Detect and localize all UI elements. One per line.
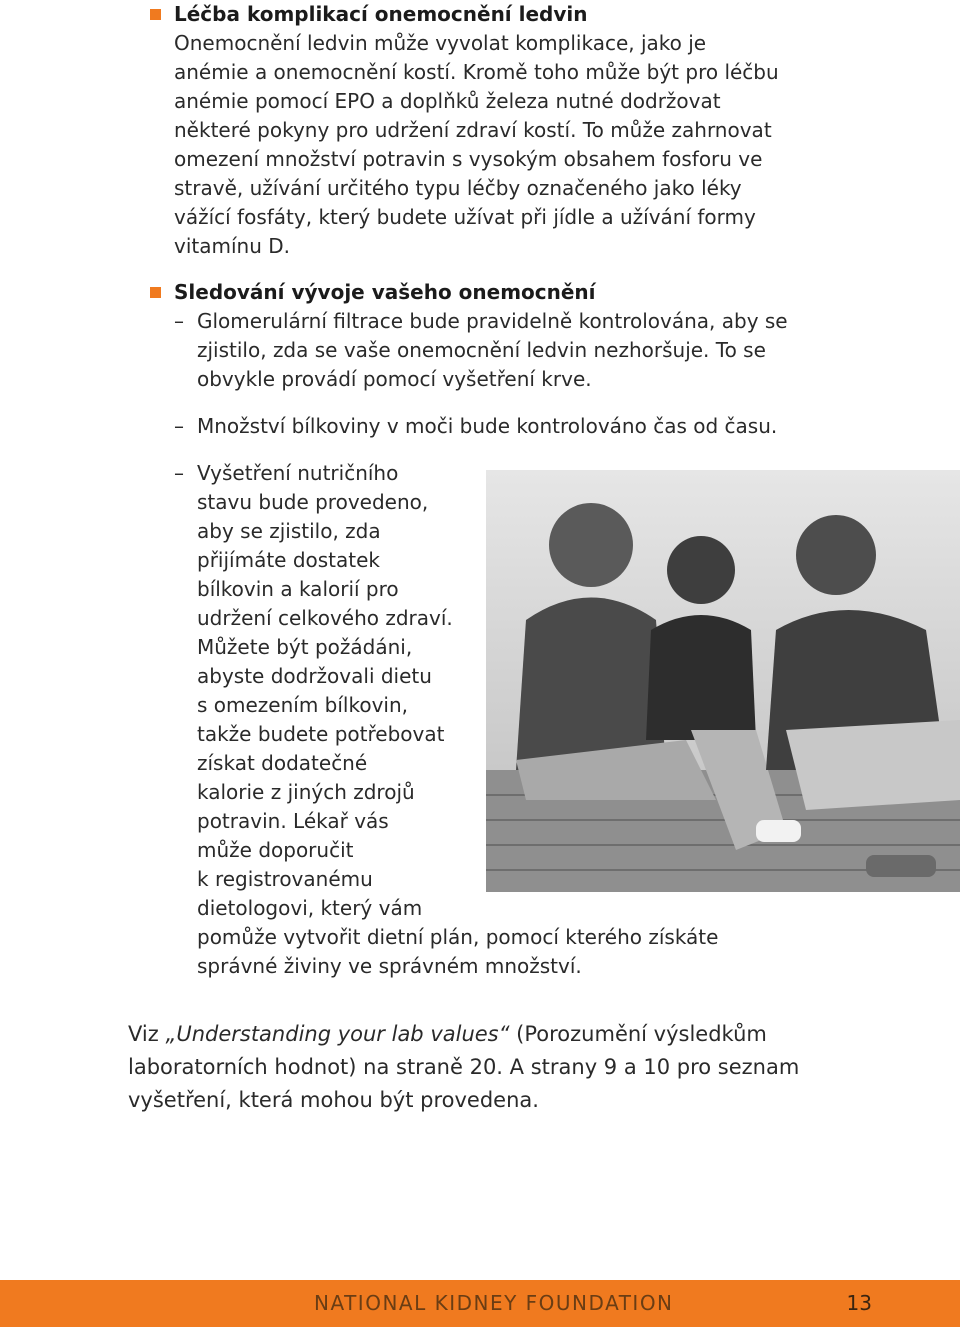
text-line: stavu bude provedeno, xyxy=(197,490,429,514)
text-line: přijímáte dostatek xyxy=(197,548,381,572)
dash-marker: – xyxy=(174,309,184,333)
dash-marker: – xyxy=(174,461,184,485)
square-bullet-icon xyxy=(150,9,161,20)
heading-text: Sledování vývoje vašeho onemocnění xyxy=(174,280,596,304)
list-item xyxy=(150,412,840,441)
text-line: aby se zjistilo, zda xyxy=(197,519,381,543)
section-body xyxy=(174,29,840,261)
photo-family-seated xyxy=(486,470,960,892)
text-line: stravě, užívání určitého typu léčby označeného jako léky xyxy=(174,176,742,200)
text-line: anémie pomocí EPO a doplňků železa nutné dodržovat xyxy=(174,89,721,113)
note-book-title: „Understanding your lab values“ xyxy=(165,1022,510,1046)
text-line: bílkovin a kalorií pro xyxy=(197,577,399,601)
section-heading xyxy=(150,0,840,29)
text-line: dietologovi, který vám xyxy=(197,896,423,920)
text-line: udržení celkového zdraví. xyxy=(197,606,453,630)
text-line: Můžete být požádáni, xyxy=(197,635,413,659)
list-item xyxy=(150,307,840,394)
text-line: některé pokyny pro udržení zdraví kostí. To může zahrnovat xyxy=(174,118,772,142)
text-line: může doporučit xyxy=(197,838,354,862)
text-line: Vyšetření nutričního xyxy=(197,461,399,485)
footer-bar xyxy=(0,1280,960,1327)
text-line: získat dodatečné xyxy=(197,751,368,775)
text-line: vyšetření, která mohou být provedena. xyxy=(128,1088,539,1112)
text-line: abyste dodržovali dietu xyxy=(197,664,432,688)
text-line: Množství bílkoviny v moči bude kontrolováno čas od času. xyxy=(197,414,778,438)
text-line: Glomerulární filtrace bude pravidelně kontrolována, aby se xyxy=(197,309,788,333)
text-line: Onemocnění ledvin může vyvolat komplikace, jako je xyxy=(174,31,707,55)
text-line: obvykle provádí pomocí vyšetření krve. xyxy=(197,367,592,391)
text-line: zjistilo, zda se vaše onemocnění ledvin nezhoršuje. To se xyxy=(197,338,766,362)
text-line: omezení množství potravin s vysokým obsahem fosforu ve xyxy=(174,147,763,171)
text-line: k registrovanému xyxy=(197,867,373,891)
square-bullet-icon xyxy=(150,287,161,298)
text-line: laboratorních hodnot) na straně 20. A strany 9 a 10 pro seznam xyxy=(128,1055,800,1079)
page-number: 13 xyxy=(846,1291,872,1315)
text-line: správné živiny ve správném množství. xyxy=(197,954,582,978)
lab-values-note xyxy=(128,1018,848,1117)
text-line: pomůže vytvořit dietní plán, pomocí kterého získáte xyxy=(197,925,719,949)
section-complications xyxy=(150,0,840,261)
text-line: anémie a onemocnění kostí. Kromě toho může být pro léčbu xyxy=(174,60,779,84)
text-line xyxy=(128,1018,848,1051)
text-line: vitamínu D. xyxy=(174,234,290,258)
heading-text: Léčba komplikací onemocnění ledvin xyxy=(174,2,588,26)
note-prefix: Viz xyxy=(128,1022,166,1046)
footer-organization: NATIONAL KIDNEY FOUNDATION xyxy=(314,1291,674,1315)
text-line: takže budete potřebovat xyxy=(197,722,445,746)
text-line: potravin. Lékař vás xyxy=(197,809,389,833)
text-line: vážící fosfáty, který budete užívat při jídle a užívání formy xyxy=(174,205,756,229)
photo-illustration xyxy=(486,470,960,892)
dash-marker: – xyxy=(174,414,184,438)
text-line: kalorie z jiných zdrojů xyxy=(197,780,415,804)
note-line1-rest: (Porozumění výsledkům xyxy=(509,1022,767,1046)
text-line: s omezením bílkovin, xyxy=(197,693,409,717)
section-heading xyxy=(150,278,840,307)
